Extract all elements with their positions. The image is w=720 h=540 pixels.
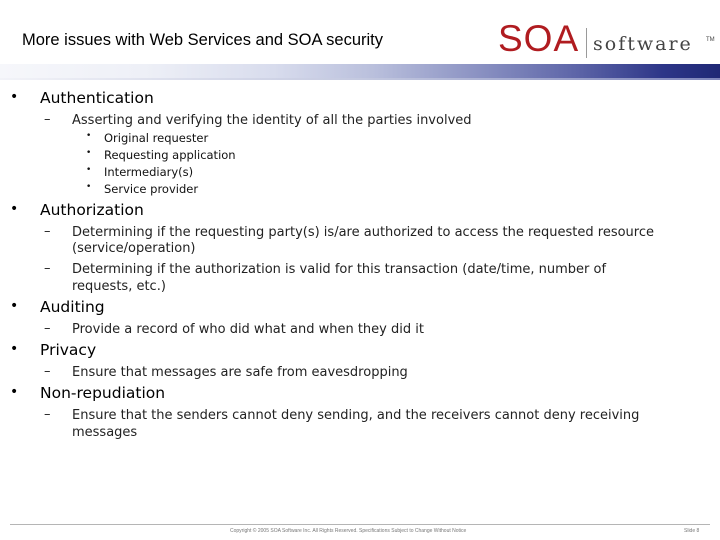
sub-bullet-text: Asserting and verifying the identity of all the parties involved [72,113,472,128]
sub-bullet-text: Determining if the authorization is valid for this transaction (date/time, number of [72,262,607,277]
logo-soa-text: SOA [498,18,580,59]
dash-marker: – [44,364,51,379]
sub-bullet-text: Provide a record of who did what and when they did it [72,322,424,337]
bullet-heading: Authentication [40,89,154,107]
footer-divider [10,524,710,525]
sub-sub-bullet-text: Intermediary(s) [104,165,194,179]
bullet-marker: • [86,131,92,141]
sub-bullet-text: Ensure that the senders cannot deny sending, and the receivers cannot deny receiving [72,408,640,423]
sub-bullet-text: (service/operation) [72,241,196,256]
bullet-marker: • [10,384,19,400]
dash-marker: – [44,224,51,239]
bullet-heading: Non-repudiation [40,384,166,402]
bullet-marker: • [10,341,19,357]
dash-marker: – [44,112,51,127]
footer-copyright: Copyright © 2005 SOA Software Inc. All Rights Reserved. Specifications Subject to Change Without Notice [230,528,467,534]
sub-bullet-text: Determining if the requesting party(s) is/are authorized to access the requested resource [72,225,655,240]
sub-bullet-text: requests, etc.) [72,279,166,294]
sub-sub-bullet-text: Service provider [104,182,199,196]
logo-trademark: TM [706,37,715,43]
bullet-marker: • [86,165,92,175]
sub-bullet-text: Ensure that messages are safe from eavesdropping [72,365,408,380]
dash-marker: – [44,261,51,276]
logo-divider [586,28,587,58]
bullet-heading: Authorization [40,201,144,219]
dash-marker: – [44,321,51,336]
sub-sub-bullet-text: Original requester [104,131,209,145]
logo-software-text: software [593,33,693,55]
bullet-marker: • [10,298,19,314]
sub-sub-bullet-text: Requesting application [104,148,236,162]
slide-title: More issues with Web Services and SOA security [22,31,384,49]
bullet-marker: • [10,201,19,217]
header-gradient-bar [0,64,720,78]
bullet-marker: • [10,89,19,105]
dash-marker: – [44,407,51,422]
footer-slide-number: Slide 8 [684,528,700,534]
bullet-marker: • [86,182,92,192]
sub-bullet-text: messages [72,425,138,440]
bullet-heading: Privacy [40,341,97,359]
bullet-marker: • [86,148,92,158]
bullet-heading: Auditing [40,298,105,316]
